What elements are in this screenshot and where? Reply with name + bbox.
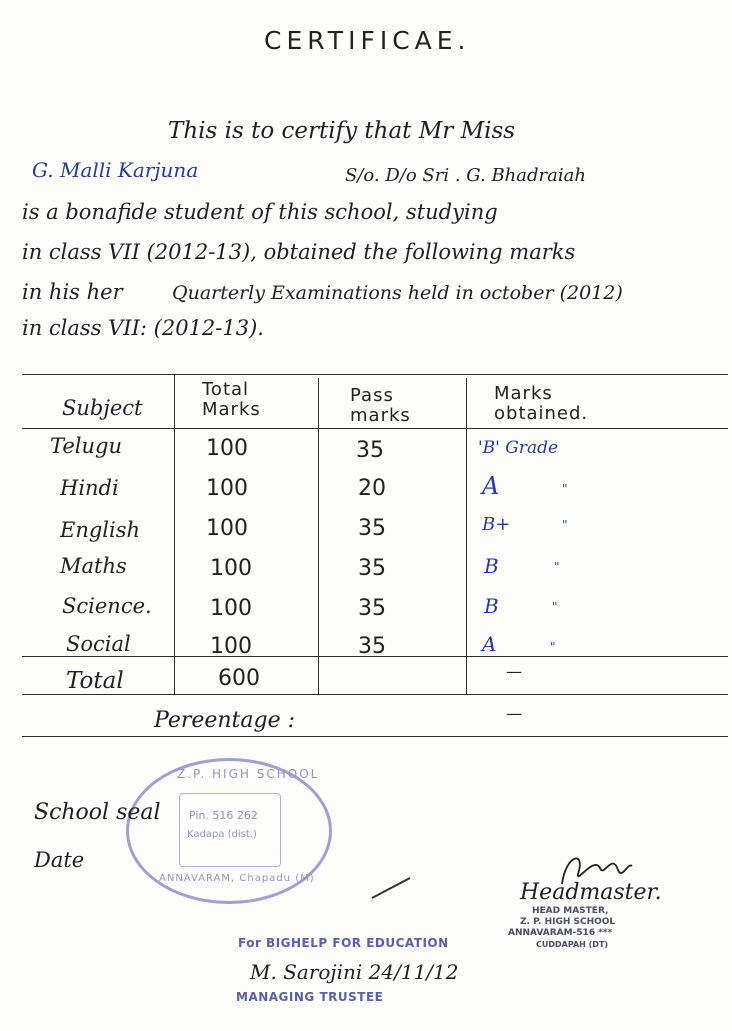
row-pass: 35 <box>358 596 386 621</box>
seal-top-text: Z.P. HIGH SCHOOL <box>177 767 320 781</box>
row-subject: Telugu <box>50 434 123 458</box>
exam-line: Quarterly Examinations held in october (2012) <box>172 282 623 304</box>
seal-bottom-text: ANNAVARAM, Chapadu (M) <box>159 873 315 884</box>
header-pass-marks: Pass marks <box>350 385 411 426</box>
header-total-marks: Total Marks <box>202 379 261 420</box>
total-value: 600 <box>218 666 260 691</box>
stamp-line: Z. P. HIGH SCHOOL <box>520 917 616 927</box>
seal-district: Kadapa (dist.) <box>187 829 257 840</box>
row-subject: English <box>60 518 141 542</box>
trustee-signature: M. Sarojini 24/11/12 <box>250 960 459 984</box>
row-obtained: 'B' Grade <box>478 438 559 458</box>
row-pass: 35 <box>358 516 386 541</box>
intro-line: This is to certify that Mr Miss <box>168 118 516 144</box>
row-pass: 35 <box>358 556 386 581</box>
table-percentage-rule <box>22 736 728 737</box>
stamp-line: HEAD MASTER, <box>532 906 609 916</box>
row-subject: Maths <box>60 554 127 578</box>
row-subject: Social <box>66 632 131 656</box>
table-col-divider-3 <box>466 378 467 694</box>
seal-pin: Pin. 516 262 <box>189 809 258 822</box>
row-obtained: B+ <box>482 514 511 535</box>
ditto-mark: " <box>550 640 556 654</box>
ditto-mark: " <box>562 482 568 496</box>
row-obtained: A <box>482 632 497 656</box>
ditto-mark: " <box>554 560 560 574</box>
pen-stroke <box>370 872 420 902</box>
date-label: Date <box>34 848 85 872</box>
ditto-mark: " <box>552 600 558 614</box>
header-subject: Subject <box>62 396 143 420</box>
table-top-rule <box>22 374 728 375</box>
table-header-rule <box>22 428 728 429</box>
percentage-label: Pereentage : <box>154 708 296 733</box>
row-pass: 35 <box>356 438 384 463</box>
total-label: Total <box>66 668 124 694</box>
row-pass: 35 <box>358 634 386 659</box>
class-year-line: in class VII: (2012-13). <box>22 316 264 340</box>
row-obtained: B <box>484 594 499 618</box>
row-subject: Hindi <box>60 476 119 500</box>
row-pass: 20 <box>358 476 386 501</box>
table-col-divider-2 <box>318 378 319 694</box>
student-name: G. Malli Karjuna <box>32 158 199 182</box>
school-seal <box>126 758 332 904</box>
row-total: 100 <box>210 634 252 659</box>
row-obtained: A <box>482 472 500 500</box>
row-total: 100 <box>206 476 248 501</box>
class-line: in class VII (2012-13), obtained the following marks <box>22 240 576 264</box>
trustee-title: MANAGING TRUSTEE <box>236 990 384 1004</box>
row-total: 100 <box>210 596 252 621</box>
table-col-divider-1 <box>174 374 175 694</box>
exam-line-prefix: in his her <box>22 280 123 304</box>
row-subject: Science. <box>62 594 152 618</box>
ditto-mark: " <box>562 518 568 532</box>
certificate-title: CERTIFICAE. <box>264 26 471 55</box>
headmaster-label: Headmaster. <box>520 880 662 905</box>
row-total: 100 <box>210 556 252 581</box>
row-obtained: B <box>484 554 499 578</box>
bonafide-line: is a bonafide student of this school, studying <box>22 200 498 224</box>
parent-name: S/o. D/o Sri . G. Bhadraiah <box>345 165 586 186</box>
stamp-line: ANNAVARAM-516 *** <box>508 928 613 938</box>
header-marks-obtained: Marks obtained. <box>494 383 589 424</box>
school-seal-label: School seal <box>34 800 161 825</box>
percentage-value: — <box>506 704 522 723</box>
stamp-line: CUDDAPAH (DT) <box>536 940 609 949</box>
row-total: 100 <box>206 436 248 461</box>
total-obtained: — <box>506 662 522 681</box>
row-total: 100 <box>206 516 248 541</box>
trustee-organization: For BIGHELP FOR EDUCATION <box>238 936 449 950</box>
table-total-rule <box>22 694 728 695</box>
